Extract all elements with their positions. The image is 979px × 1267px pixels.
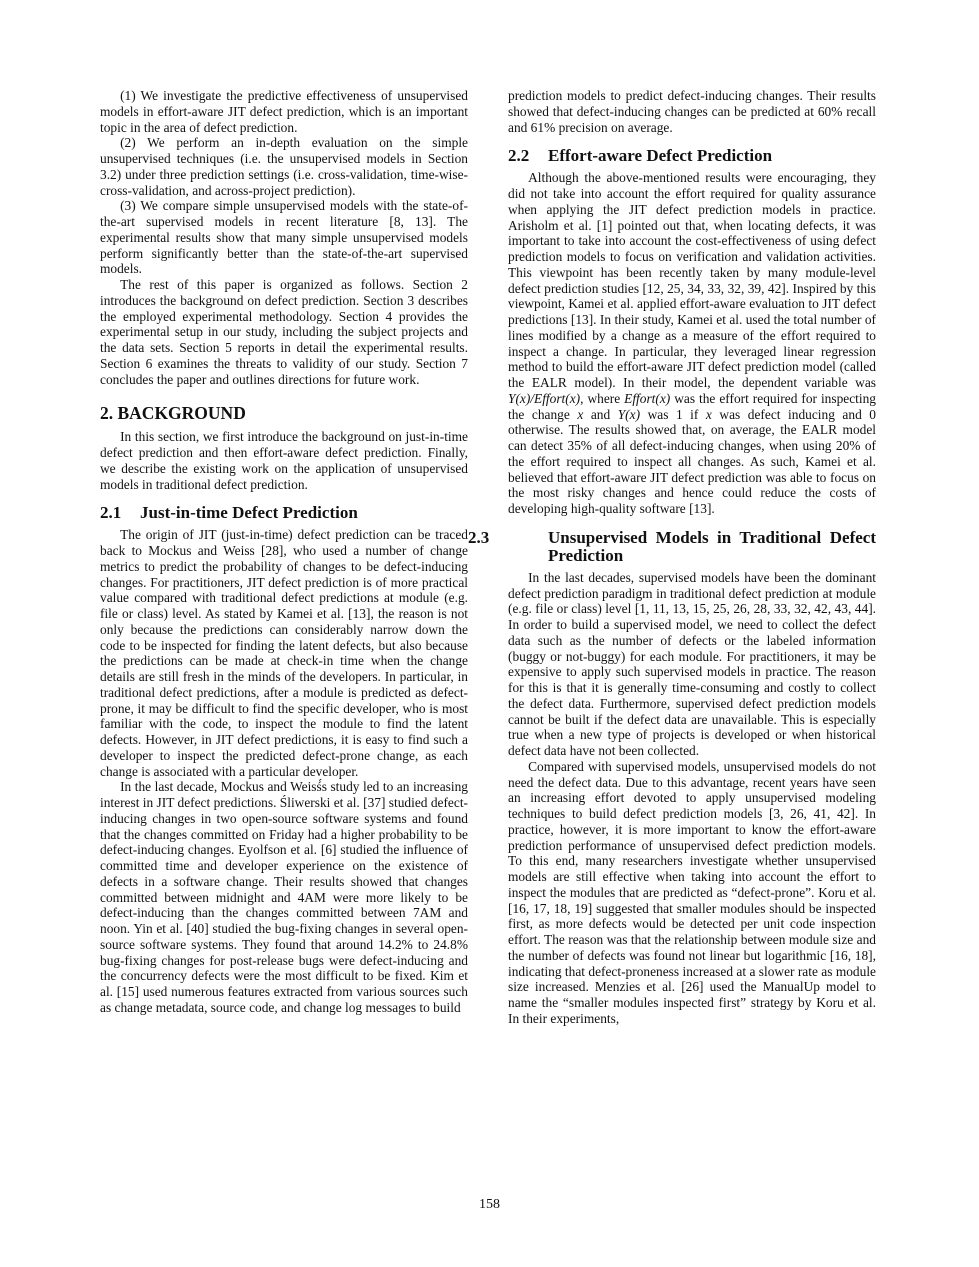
math-expression: x [577, 406, 584, 422]
subsection-2-2-heading [508, 147, 876, 165]
paper-organization: The rest of this paper is organized as follows. Section 2 introduces the background on defect prediction. Section 3 describes the employed experimental methodology. Section 4 provides the experimental setup in our study, including the subject projects and the data sets. Section 5 reports in detail the experimental results. Section 6 examines the threats to validity of our study. Section 7 concludes the paper and outlines directions for future work. [100, 277, 468, 387]
subsection-2-3-heading [468, 527, 876, 565]
text-run: Although the above-mentioned results were encouraging, they did not take into account the effort required for quality assurance when applying the JIT defect prediction models in practice. Arisholm et al. [1] pointed out that, when locating defects, it was important to take into account the cost-effectiveness of using defect prediction models to focus on verification and validation activities. This viewpoint has been recently taken by many module-level defect prediction studies [12, 25, 34, 33, 32, 39, 42]. Inspired by this viewpoint, Kamei et al. applied effort-aware evaluation to JIT defect predictions [13]. In their study, Kamei et al. used the total number of lines modified by a change as a measure of the effort required to inspect a change. In particular, they leveraged linear regression method to build the effort-aware JIT defect prediction model (called the EALR model). In their model, the dependent variable was [508, 170, 876, 390]
subsection-2-3-paragraph-1: In the last decades, supervised models have been the dominant defect prediction paradigm in traditional defect prediction at module (e.g. file or class) level [1, 11, 13, 15, 25, 26, 28, 33, 32, 42, 43, 44]. In order to build a supervised model, we need to collect the defect data such as the number of defects or the labeled information (buggy or not-buggy) for each module. For practitioners, it may be expensive to apply such supervised models in practice. The reason for this is that it is generally time-consuming and costly to collect the defect data. Furthermore, supervised defect prediction models cannot be built if the defect data are unavailable. This is especially true when a new type of projects is developed or when historical defect data have not been collected. [508, 569, 876, 758]
section-2-heading: 2. BACKGROUND [100, 403, 246, 424]
subsection-title: Just-in-time Defect Prediction [140, 503, 358, 523]
text-run: was defect inducing and 0 otherwise. The results showed that, on average, the EALR model can detect 35% of all defect-inducing changes, when using 20% of the effort required to inspect all changes. As such, Kamei et al. believed that effort-aware JIT defect prediction was able to focus on the most risky changes and hence could reduce the costs of developing high-quality software [13]. [508, 406, 876, 516]
text-run: was the effort required for inspecting the change [508, 390, 876, 422]
subsection-title: Effort-aware Defect Prediction [548, 146, 773, 166]
section-2-intro: In this section, we first introduce the background on just-in-time defect prediction and then effort-aware defect prediction. Finally, we describe the existing work on the application of unsupervised models in traditional defect prediction. [100, 429, 468, 492]
math-expression: x [705, 406, 712, 422]
math-expression: Y(x)/Effort(x) [508, 390, 581, 406]
subsection-2-1-paragraph-2: In the last decade, Mockus and Weisś́s study led to an increasing interest in JIT defect predictions. Śliwerski et al. [37] studied defect-inducing changes in two open-source software systems and found that the changes committed on Friday had a higher probability to be defect-inducing changes. Eyolfson et al. [6] studied the influence of committed time and developer experience on the existence of defects in a software change. Their results showed that changes committed between midnight and 4AM were more likely to be defect-inducing than the changes committed between 7AM and noon. Yin et al. [40] studied the bug-fixing changes in several open-source software systems. They found that around 14.2% to 24.8% bug-fixing changes for post-release bugs were defect-inducing and the concurrency defects were the most difficult to be fixed. Kim et al. [15] used numerous features extracted from various sources such as change metadata, source code, and change log messages to build [100, 779, 468, 1015]
right-column [468, 88, 876, 1027]
contribution-1: (1) We investigate the predictive effectiveness of unsupervised models in effort-aware JIT defect prediction, which is an important topic in the area of defect prediction. [100, 88, 468, 135]
subsection-number: 2.3 [468, 527, 490, 547]
math-expression: Effort(x) [624, 390, 671, 406]
subsection-2-2-paragraph [508, 170, 876, 517]
continued-paragraph: prediction models to predict defect-inducing changes. Their results showed that defect-inducing changes can be predicted at 60% recall and 61% precision on average. [508, 88, 876, 135]
subsection-2-3-paragraph-2: Compared with supervised models, unsupervised models do not need the defect data. Due to this advantage, recent years have seen an increasing effort devoted to apply unsupervised modeling techniques to build defect prediction models [3, 26, 41, 42]. In practice, however, it is more important to know the effort-aware prediction performance of unsupervised defect prediction models. To this end, many researchers investigate whether unsupervised models are still effective when taking into account the effort to inspect the modules that are predicted as “defect-prone”. Koru et al. [16, 17, 18, 19] suggested that smaller modules should be inspected first, as more defects would be detected per unit code inspection effort. The reason was that the relationship between module size and the number of defects was found not linear but logarithmic [16, 18], indicating that defect-proneness increased at a slower rate as module size increased. Menzies et al. [26] used the ManualUp model to name the “smaller modules inspected first” strategy by Koru et al. In their experiments, [508, 758, 876, 1026]
contribution-2: (2) We perform an in-depth evaluation on the simple unsupervised techniques (i.e. the unsupervised models in Section 3.2) under three prediction settings (i.e. cross-validation, time-wise-cross-validation, and across-project prediction). [100, 135, 468, 198]
subsection-title: Unsupervised Models in Traditional Defect Prediction [548, 527, 876, 565]
subsection-number: 2.1 [100, 503, 122, 523]
subsection-2-1-heading [100, 504, 468, 522]
page-number: 158 [479, 1197, 500, 1212]
text-run: was 1 if [640, 406, 706, 422]
contribution-3: (3) We compare simple unsupervised models with the state-of-the-art supervised models in recent literature [8, 13]. The experimental results show that many simple unsupervised models perform significantly better than the state-of-the-art supervised models. [100, 198, 468, 277]
text-run: , where [580, 390, 625, 406]
subsection-2-1-paragraph-1: The origin of JIT (just-in-time) defect prediction can be traced back to Mockus and Weiss [28], who used a number of change metrics to predict the probability of changes to be defect-inducing changes. For practitioners, JIT defect prediction is of more practical value compared with traditional defect predictions at module (e.g. file or class) level. As stated by Kamei et al. [13], the reason is not only because the predictions can considerably narrow down the code to be inspected for finding the latent defects, but also because the predictions can be made at check-in time when the change details are still fresh in the minds of the developers. In particular, in traditional defect predictions, after a module is predicted as defect-prone, it may be difficult to find the specific developer, who is most familiar with the code, to inspect the module to find the latent defects. However, in JIT defect predictions, it is easy to find such a developer to inspect the predicted defect-prone change, as each change is associated with a particular developer. [100, 527, 468, 779]
subsection-number: 2.2 [508, 146, 530, 166]
left-column [100, 88, 468, 1016]
math-expression: Y(x) [617, 406, 641, 422]
text-run: and [583, 406, 618, 422]
